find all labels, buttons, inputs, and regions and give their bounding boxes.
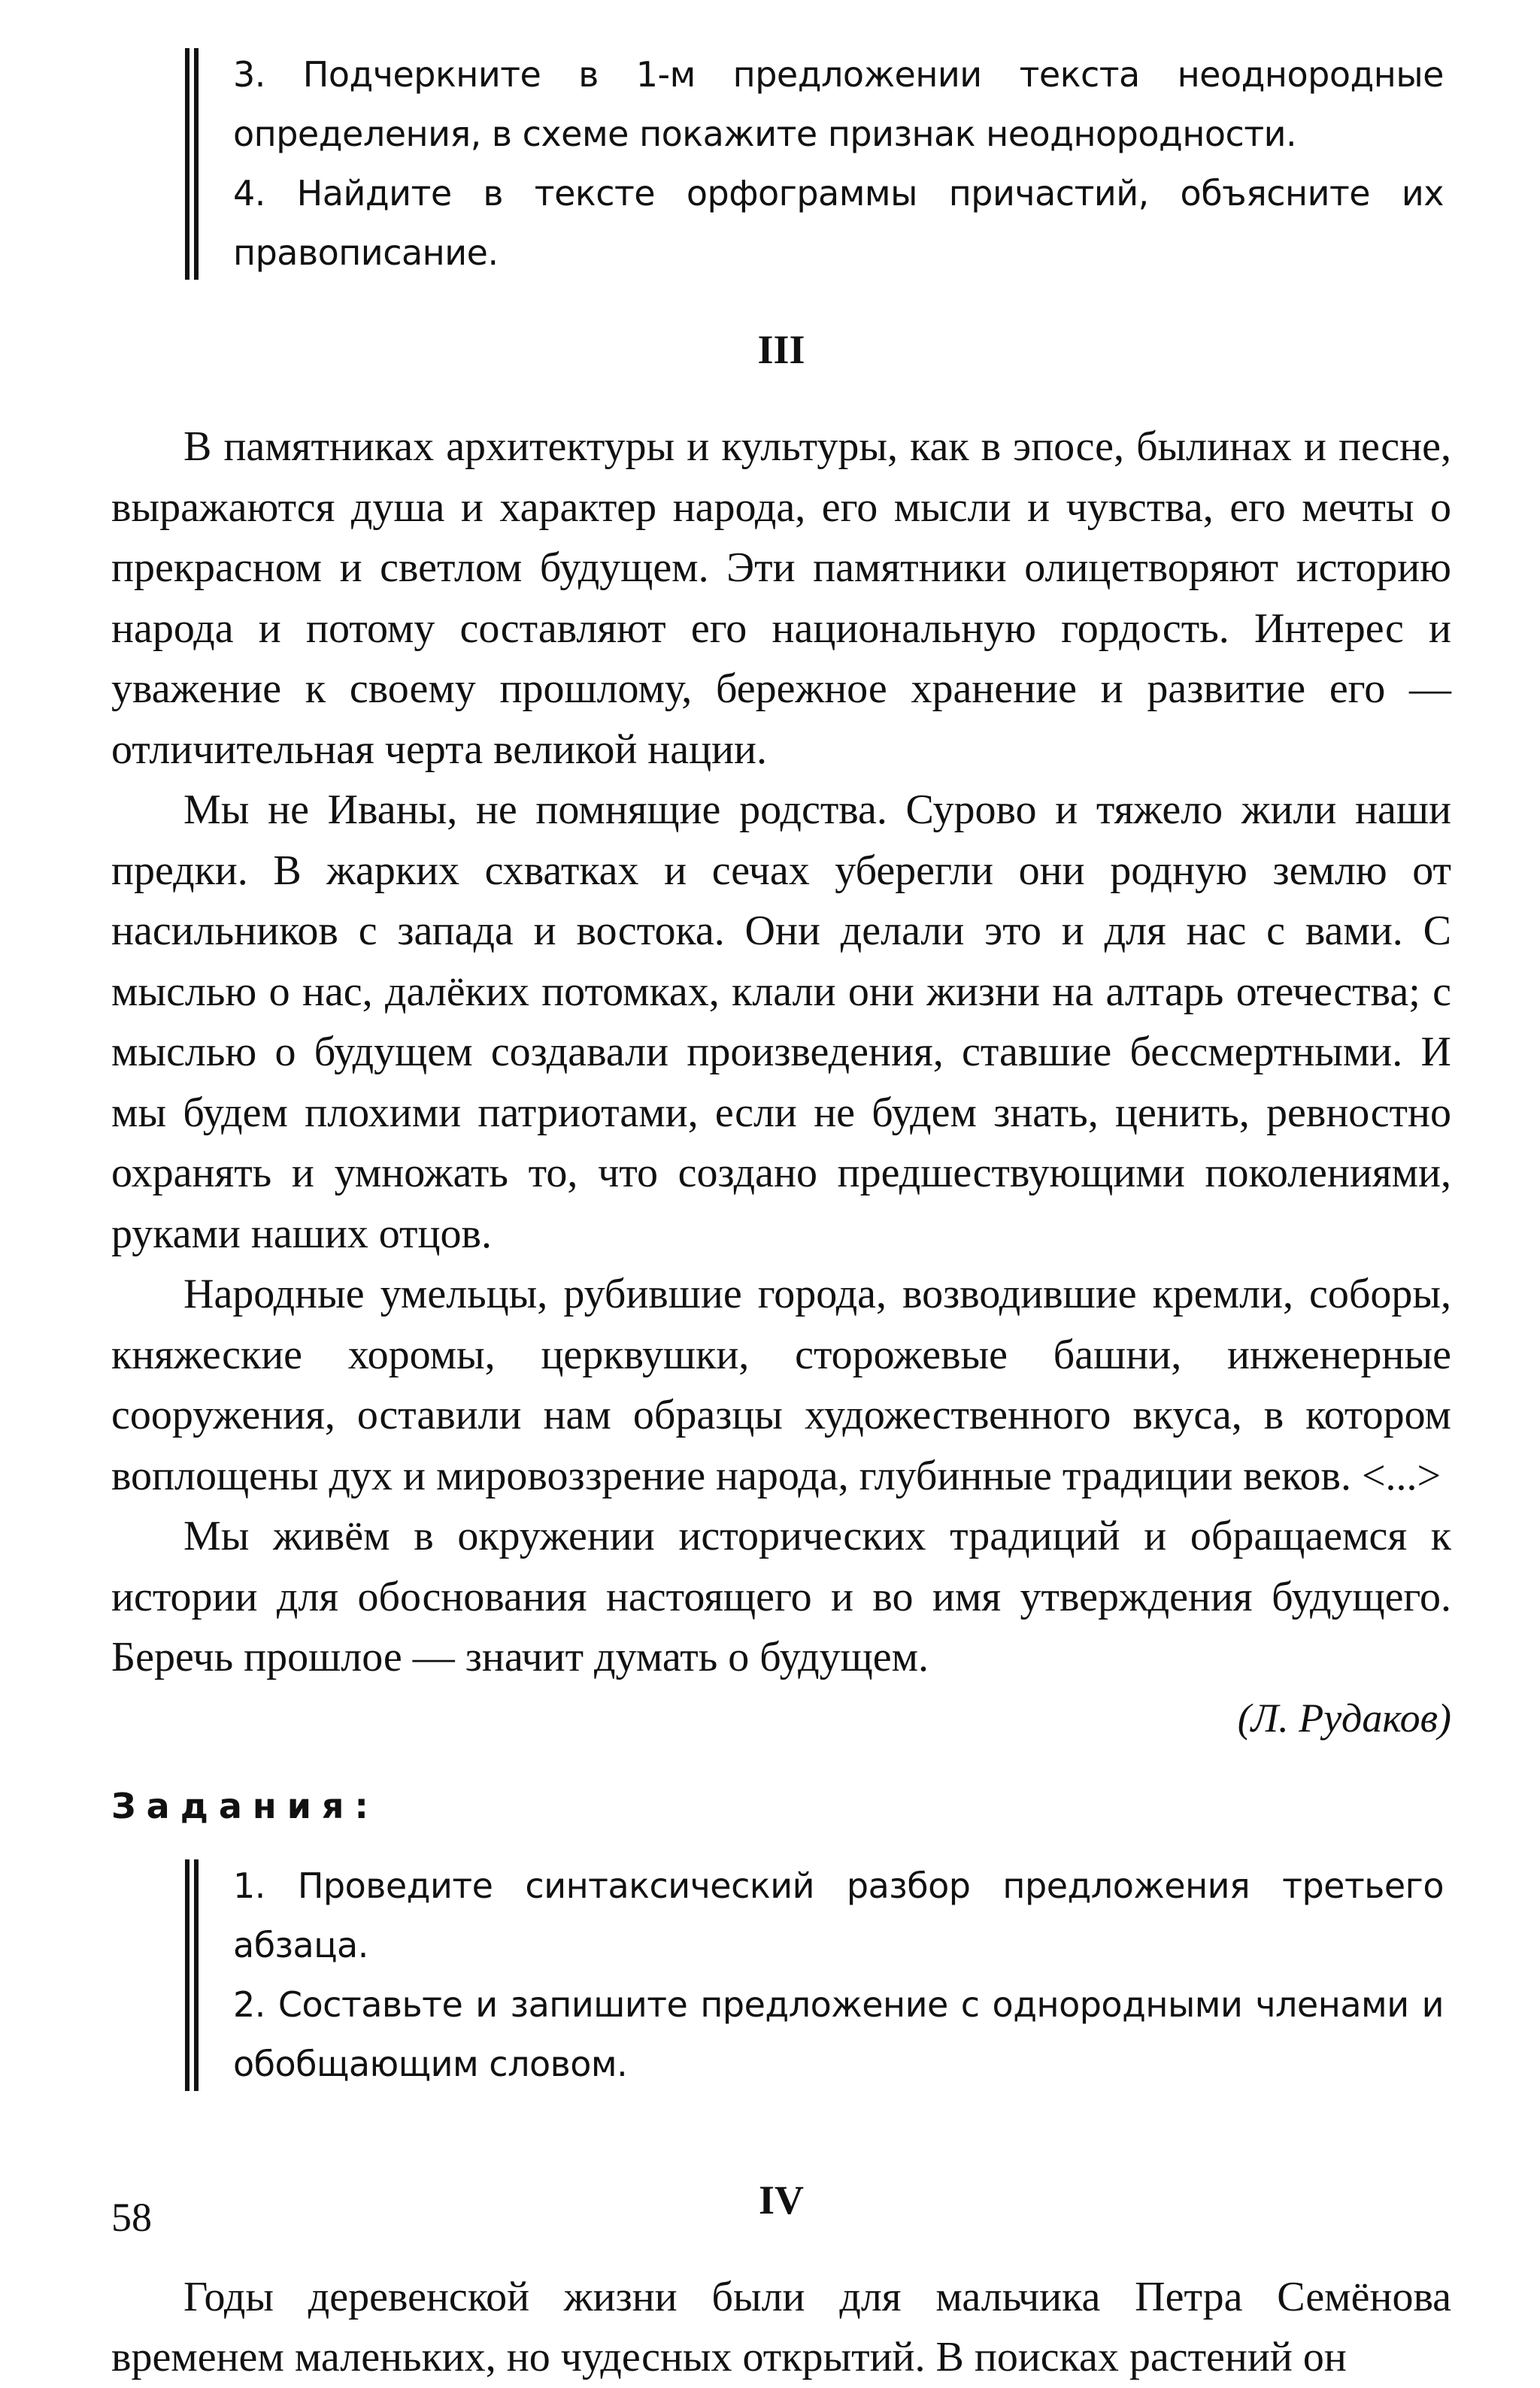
- section-heading-4: IV: [758, 2177, 804, 2223]
- task-block-bars: [185, 48, 199, 280]
- tasks-heading: Задания:: [111, 1785, 379, 1826]
- section3-paragraph-2: Мы не Иваны, не помнящие родства. Сурово и тяжело жили наши предки. В жарких схватках и сечах уберегли они родную землю от насильников с запада и востока. Они делали это и для нас с вами. С мыслью о нас, далёких потомках, клали они жизни на алтарь отечества; с мыслью о будущем создавали произведения, ставшие бессмертными. И мы будем плохими патриотами, если не будем знать, ценить, ревностно охранять и умножать то, что создано предшествующими поколениями, руками наших отцов.: [111, 786, 1451, 1257]
- section-heading-3: III: [757, 327, 805, 372]
- page-number: 58: [111, 2195, 152, 2240]
- section3-paragraph-1: В памятниках архитектуры и культуры, как в эпосе, былинах и песне, выражаются душа и характер народа, его мысли и чувства, его мечты о прекрасном и светлом будущем. Эти памятники олицетворяют историю народа и потому составляют его национальную гордость. Интерес и уважение к своему прошлому, бережное хранение и развитие его — отличительная черта великой нации.: [111, 423, 1451, 773]
- task-item-4: 4. Найдите в тексте орфограммы причастий, объясните их правописание.: [233, 173, 1444, 273]
- attribution: (Л. Рудаков): [1237, 1695, 1451, 1741]
- task-block-bars: [185, 1859, 199, 2091]
- page-content: [111, 45, 1451, 2388]
- task-item-3: 3. Подчеркните в 1-м предложении текста неоднородные определения, в схеме покажите признак неоднородности.: [233, 54, 1444, 154]
- task-item-1: 1. Проведите синтаксический разбор предложения третьего абзаца.: [233, 1865, 1444, 1965]
- section3-paragraph-3: Народные умельцы, рубившие города, возводившие кремли, соборы, княжеские хоромы, церквушки, сторожевые башни, инженерные сооружения, оставили нам образцы художественного вкуса, в котором воплощены дух и мировоззрение народа, глубинные традиции веков. <...>: [111, 1271, 1451, 1499]
- section3-task-block: [111, 1856, 1451, 2094]
- top-task-block: [111, 45, 1451, 283]
- section3-paragraph-4: Мы живём в окружении исторических традиций и обращаемся к истории для обоснования настоящего и во имя утверждения будущего. Беречь прошлое — значит думать о будущем.: [111, 1513, 1451, 1680]
- section4-paragraph-1: Годы деревенской жизни были для мальчика Петра Семёнова временем маленьких, но чудесных открытий. В поисках растений он: [111, 2273, 1451, 2380]
- task-item-2: 2. Составьте и запишите предложение с однородными членами и обобщающим словом.: [233, 1983, 1444, 2084]
